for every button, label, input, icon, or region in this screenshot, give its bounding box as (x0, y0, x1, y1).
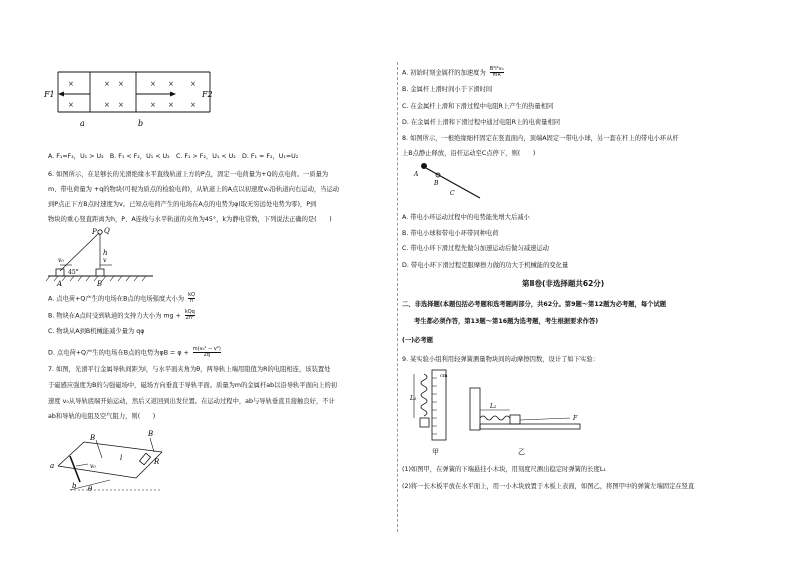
fraction-num: kQq (184, 309, 195, 315)
fraction-den: h (189, 298, 194, 304)
label-jia: 甲 (432, 448, 439, 456)
cross-mark: × (104, 80, 110, 88)
q7-stem-line: 于磁感应强度为B的匀强磁场中，磁场方向垂直于导轨平面。质量为m的金属杆ab以沿导轨平面向上的初 (48, 382, 338, 389)
label-b: B (90, 434, 96, 442)
label-f2: F2 (202, 90, 213, 99)
q8-stem-line: 8. 如图所示，一根绝缘细杆固定在竖直面内，顶端A固定一带电小球，另一套在杆上的带电小环从杆 (402, 135, 679, 142)
fraction-den: 2q (203, 352, 210, 358)
cross-mark: × (190, 80, 196, 88)
label-theta: θ (88, 485, 93, 493)
q8-figure (410, 158, 490, 206)
magnetic-field-figure (40, 70, 220, 132)
fraction-num: m(v₀² − v²) (192, 346, 221, 352)
cross-mark: × (118, 80, 124, 88)
q6-stem-line: m、带电荷量为 +q的物块(可视为质点的检验电荷)，从轨道上的A点以初速度v₀沿轨道向右运动，当运动 (48, 186, 340, 193)
q6-stem-line: 6. 如图所示，在足够长的光滑绝缘水平直线轨道上方的P点，固定一电荷量为+Q的点电荷。一质量为 (48, 171, 329, 178)
cross-mark: × (118, 101, 124, 109)
q8-option-b: B. 带电小球和带电小环带同种电荷 (402, 230, 499, 237)
label-l2: L₂ (490, 403, 497, 410)
cross-mark: × (150, 80, 156, 88)
q7-stem-line: 速度 v₀从导轨底端开始运动，然后又返回到出发位置。在运动过程中，ab与导轨垂直且接触良好，不计 (48, 398, 335, 405)
q7-stem-line: ab和导轨的电阻及空气阻力，则( ) (48, 413, 156, 420)
field-line-1 (96, 440, 102, 458)
q6-option-c: C. 物块从A到B机械能减少量为 qφ (48, 328, 145, 335)
cross-mark: × (190, 101, 196, 109)
section2-instructions: 二、非选择题(本题包括必考题和选考题两部分，共62分。第9题～第12题为必考题，每个试题 (402, 301, 667, 308)
fraction (185, 310, 195, 321)
required-heading: (一)必考题 (402, 337, 433, 344)
section2-instructions: 考生都必须作答，第13题～第16题为选考题，考生根据要求作答) (414, 318, 599, 325)
field-line-2 (150, 438, 154, 452)
label-c: C (450, 190, 455, 197)
fraction (490, 67, 504, 78)
spring-jia (421, 374, 427, 416)
v0-arrow (76, 464, 88, 466)
q6-stem-line: 物块的重心竖直距离为h，P、A连线与水平轨道的夹角为45°，k为静电常数，下列说法正确的是( ) (48, 216, 332, 223)
q7-option-c: C. 在金属杆上滑和下滑过程中电阻R上产生的热量相同 (402, 103, 554, 110)
rail-bottom (58, 466, 136, 478)
cross-mark: × (168, 80, 174, 88)
q7-stem-line: 7. 如图，光滑平行金属导轨间距为l，与水平面夹角为θ，两导轨上端用阻值为R的电阻相连，该装置处 (48, 366, 331, 373)
label-a: a (80, 119, 85, 128)
label-yi: 乙 (518, 448, 525, 456)
fraction-den: 2h² (185, 315, 194, 321)
label-b: B (148, 430, 154, 438)
label-f1: F1 (44, 90, 55, 99)
q9-stem: 9. 某实验小组利用轻弹簧测量物块间的动摩擦因数，设计了如下实验： (402, 356, 599, 363)
q6-option-d (48, 347, 221, 358)
label-l: l (120, 454, 123, 462)
q6-figure (48, 228, 158, 288)
pull-force (520, 418, 570, 420)
q7-option-b: B. 金属杆上滑时间小于下滑时间 (402, 86, 493, 93)
q9-figure (410, 368, 590, 458)
q7-option-a (402, 67, 504, 78)
force-f1-arrowhead (58, 92, 64, 97)
q6-stem-line: 到P点正下方B点时速度为v。已知点电荷产生的电场在A点的电势为φ(取无穷远处电势为零)，P到 (48, 201, 317, 208)
fraction (188, 293, 195, 304)
q6-option-b (48, 310, 195, 321)
label-cm: cm (440, 373, 448, 379)
q7-option-a-text: A. 初始时刻金属杆的加速度为 (402, 69, 486, 77)
q6-option-a-text: A. 点电荷+Q产生的电场在B点的电场强度大小为 (48, 295, 185, 303)
spring-yi (480, 416, 510, 420)
fraction (193, 347, 221, 358)
cross-mark: × (150, 101, 156, 109)
board-yi (480, 424, 580, 429)
cross-mark: × (68, 101, 74, 109)
q5-options: A. F₁=F₂，U₁ > U₂ B. F₁ < F₂，U₁ < U₂ C. F₁ > F₂，U₁ < U₂ D. F₁ = F₂，U₁=U₂ (48, 153, 299, 160)
q7-figure (50, 430, 180, 498)
q8-stem-line: 上B点静止释放，沿杆运动至C点停下，则( ) (402, 150, 536, 157)
label-v0: v₀ (58, 257, 64, 264)
fraction-num: kQ (188, 292, 195, 298)
label-a: a (50, 462, 55, 470)
label-v0: v₀ (90, 463, 96, 470)
block-b (96, 269, 104, 276)
rail-top (84, 442, 162, 452)
force-f2-arrowhead (170, 92, 176, 97)
label-l1: L₁ (410, 395, 417, 402)
cross-mark: × (104, 101, 110, 109)
label-q: Q (104, 227, 110, 235)
label-b: b (138, 119, 144, 128)
label-h: h (103, 249, 108, 257)
label-v: v (103, 257, 107, 264)
rail-left-edge (58, 442, 84, 466)
cross-mark: × (68, 80, 74, 88)
label-b-rod: b (72, 482, 77, 490)
q8-option-a: A. 带电小环运动过程中的电势能先增大后减小 (402, 214, 530, 221)
part2-title: 第Ⅱ卷(非选择题共62分) (522, 279, 605, 288)
ruler-yi (470, 388, 480, 430)
label-b: B (434, 180, 439, 187)
label-p: P (92, 228, 97, 236)
q6-option-b-text: B. 物块在A点时受到轨道的支持力大小为 mg + (48, 312, 181, 320)
block-jia (420, 418, 429, 427)
block-yi (510, 415, 520, 424)
label-angle: 45° (68, 269, 79, 276)
q7-option-d: D. 在金属杆上滑和下滑过程中通过电阻R上的电荷量相同 (402, 119, 561, 126)
q9-step-1: (1)如图甲，在弹簧的下端悬挂小木块，用刻度尺测出稳定时弹簧的长度L₁ (402, 466, 606, 473)
fraction-num: B²l²v₀ (489, 66, 504, 72)
label-f: F (573, 415, 578, 422)
q9-step-2: (2)将一长木板平放在水平面上，用一小木块放置于木板上表面，如图乙，将图甲中的弹簧左端固定在竖直 (402, 483, 695, 490)
q8-option-c: C. 带电小环下滑过程先做匀加速运动后做匀减速运动 (402, 245, 549, 252)
column-divider (397, 62, 398, 532)
label-a: A (414, 171, 419, 178)
cross-mark: × (168, 101, 174, 109)
label-b: B (97, 280, 103, 288)
q6-option-d-text: D. 点电荷+Q产生的电场在B点的电势为φB = φ + (48, 349, 189, 357)
ruler-jia (432, 370, 446, 440)
q6-option-a (48, 293, 195, 304)
q8-option-d: D. 带电小环下滑过程克服摩擦力做的功大于机械能的变化量 (402, 262, 569, 269)
block-a (56, 269, 64, 276)
label-r: R (154, 458, 160, 466)
fraction-den: mR (492, 72, 501, 78)
resistor-r (139, 453, 150, 465)
label-a: A (57, 280, 63, 288)
